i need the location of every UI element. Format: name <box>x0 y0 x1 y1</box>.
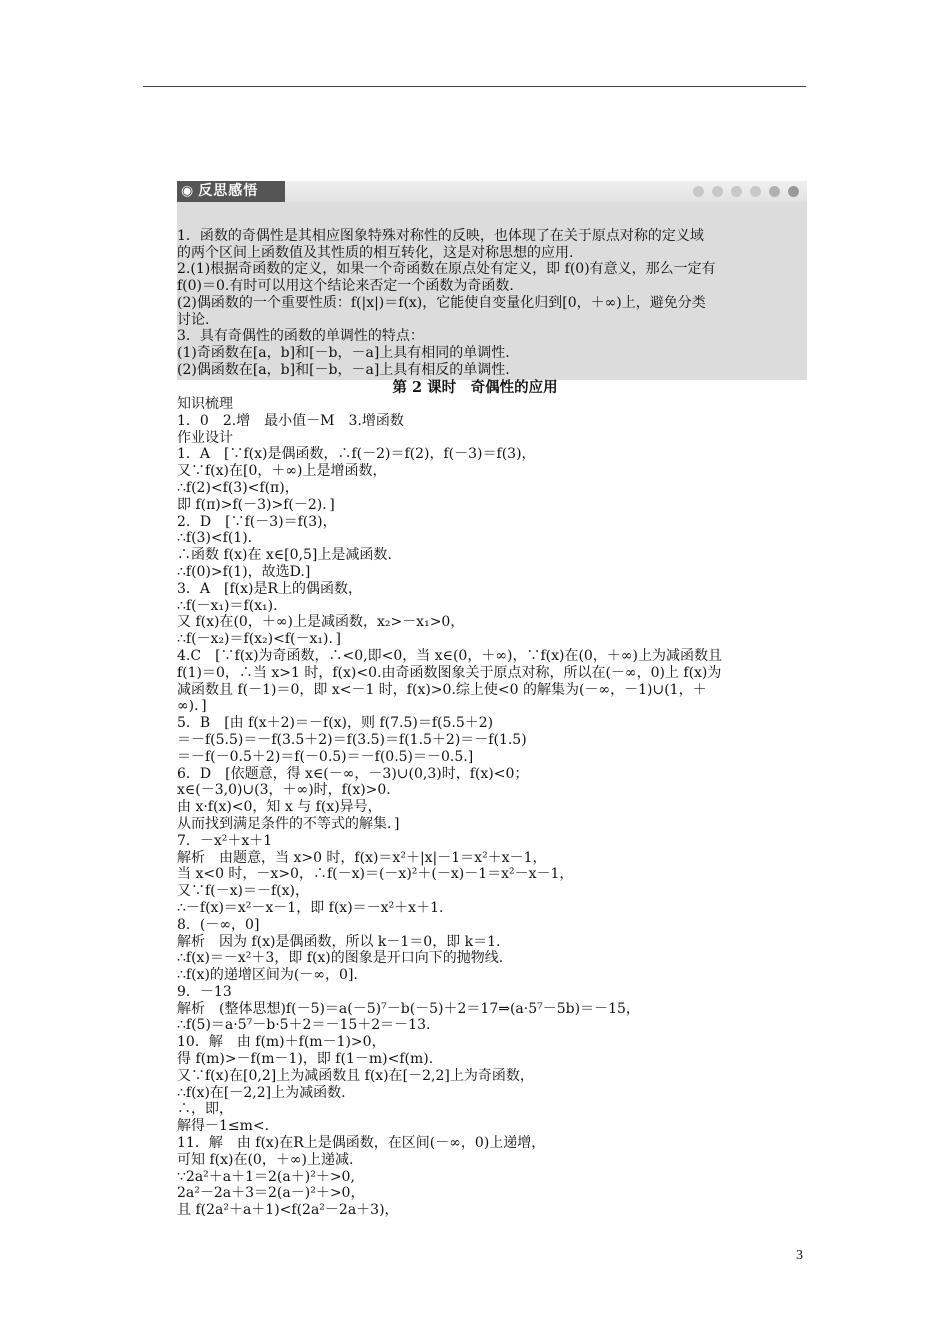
content-line: 得 f(m)>－f(m－1)，即 f(1－m)<f(m). <box>177 1051 434 1068</box>
content-line: ∴f(2)<f(3)<f(π)， <box>177 479 299 496</box>
content-line: ∴f(3)<f(1)． <box>177 530 262 547</box>
content-line: ＝－f(－0.5＋2)＝f(－0.5)＝－f(0.5)＝－0.5.] <box>177 748 474 765</box>
dot-icon <box>750 186 761 197</box>
content-line: 可知 f(x)在(0，＋∞)上递减. <box>177 1151 354 1168</box>
content-line: 4.C [∵f(x)为奇函数，∴<0,即<0，当 x∈(0，＋∞)，∵f(x)在(0，＋∞)上为减函数且 <box>177 647 722 664</box>
reflection-line: 2.(1)根据奇函数的定义，如果一个奇函数在原点处有定义，即 f(0)有意义，那么一定有 <box>177 261 716 278</box>
dot-icon <box>712 186 723 197</box>
content-line: 知识梳理 <box>177 396 233 412</box>
content-line: f(1)＝0，∴当 x>1 时，f(x)<0.由奇函数图象关于原点对称，所以在(－∞，0)上 f(x)为 <box>177 664 722 681</box>
dot-icon <box>788 186 799 197</box>
content-line: 又∵f(x)在[0,2]上为减函数且 f(x)在[－2,2]上为奇函数， <box>177 1067 534 1084</box>
content-line: ∴f(－x₁)＝f(x₁). <box>177 597 278 614</box>
content-line: 解析 因为 f(x)是偶函数，所以 k－1＝0，即 k＝1. <box>177 933 501 950</box>
content-line: 5．B [由 f(x＋2)＝－f(x)，则 f(7.5)＝f(5.5＋2) <box>177 715 494 732</box>
content-line: ∴f(x)在[－2,2]上为减函数. <box>177 1084 346 1101</box>
reflection-line: (2)偶函数的一个重要性质：f(|x|)＝f(x)，它能使自变量化归到[0，＋∞)上，避免分类 <box>177 294 706 311</box>
reflection-line: 1．函数的奇偶性是其相应图象特殊对称性的反映，也体现了在关于原点对称的定义域 <box>177 228 704 244</box>
reflection-text <box>177 228 807 378</box>
content-line: ∴f(x)的递增区间为(－∞，0]. <box>177 967 358 984</box>
reflection-line: 讨论. <box>177 311 210 328</box>
content-line: 从而找到满足条件的不等式的解集．] <box>177 815 400 832</box>
content-line: ∴f(5)＝a·5⁷－b·5＋2＝－15＋2＝－13. <box>177 1017 431 1034</box>
decorative-dots <box>693 186 799 198</box>
content-line: 当 x<0 时，－x>0，∴f(－x)＝(－x)²＋(－x)－1＝x²－x－1， <box>177 866 574 883</box>
content-line: 2a²－2a＋3＝2(a－)²＋>0， <box>177 1185 365 1202</box>
content-line: 1．A [∵f(x)是偶函数，∴f(－2)＝f(2)，f(－3)＝f(3)， <box>177 446 536 463</box>
dot-icon <box>693 186 704 197</box>
content-line: 1．0 2.增 最小值－M 3.增函数 <box>177 412 404 429</box>
content-line: 即 f(π)>f(－3)>f(－2)．] <box>177 496 335 513</box>
dot-icon <box>769 186 780 197</box>
content-line: 10．解 由 f(m)＋f(m－1)>0， <box>177 1034 386 1051</box>
content-line: 解析 (整体思想)f(－5)＝a(－5)⁷－b(－5)＋2＝17⇒(a·5⁷－5b)＝－15， <box>177 1000 640 1017</box>
content-line: 3．A [f(x)是R上的偶函数， <box>177 580 363 597</box>
reflection-line: f(0)＝0.有时可以用这个结论来否定一个函数为奇函数. <box>177 278 514 295</box>
reflection-line: 3．具有奇偶性的函数的单调性的特点： <box>177 328 424 345</box>
content-line: 2．D [∵f(－3)＝f(3)， <box>177 513 337 530</box>
dot-icon <box>731 186 742 197</box>
content-line: x∈(－3,0)∪(3，＋∞)时，f(x)>0. <box>177 782 391 799</box>
content-line: ∴f(－x₂)＝f(x₂)<f(－x₁)．] <box>177 631 341 648</box>
content-line: ∞)．] <box>177 698 207 715</box>
content-line: ∴函数 f(x)在 x∈[0,5]上是减函数. <box>177 547 392 564</box>
reflection-line: (1)奇函数在[a，b]和[－b，－a]上具有相同的单调性. <box>177 344 510 361</box>
content-line: 8．(－∞，0] <box>177 916 260 933</box>
reflection-section-header <box>177 181 807 202</box>
content-line: ∴－f(x)＝x²－x－1，即 f(x)＝－x²＋x＋1. <box>177 899 444 916</box>
lesson-title: 第 2 课时 奇偶性的应用 <box>392 379 558 396</box>
reflection-line: 的两个区间上函数值及其性质的相互转化，这是对称思想的应用. <box>177 244 574 261</box>
reflection-tab <box>177 181 285 202</box>
content-line: ∴f(0)>f(1)，故选D.] <box>177 563 311 580</box>
content-line: 11．解 由 f(x)在R上是偶函数，在区间(－∞，0)上递增， <box>177 1135 546 1152</box>
reflection-line: (2)偶函数在[a，b]和[－b，－a]上具有相反的单调性. <box>177 361 510 378</box>
content-line: 由 x·f(x)<0，知 x 与 f(x)异号， <box>177 799 382 816</box>
header-rule <box>143 86 806 87</box>
content-line: 解析 由题意，当 x>0 时，f(x)＝x²＋|x|－1＝x²＋x－1， <box>177 849 547 866</box>
answer-content <box>177 396 817 1219</box>
content-line: ∴f(x)＝－x²＋3，即 f(x)的图象是开口向下的抛物线. <box>177 950 504 967</box>
content-line: 且 f(2a²＋a＋1)<f(2a²－2a＋3)， <box>177 1202 399 1219</box>
reflection-title: 反思感悟 <box>198 183 259 199</box>
content-line: 9．－13 <box>177 983 232 1000</box>
content-line: 解得－1≤m<. <box>177 1118 270 1135</box>
content-line: 减函数且 f(－1)＝0，即 x<－1 时，f(x)>0.综上使<0 的解集为(－∞，－1)∪(1，＋ <box>177 681 707 698</box>
content-line: 7．－x²＋x＋1 <box>177 832 273 849</box>
content-line: 作业设计 <box>177 429 233 446</box>
content-line: 又∵f(－x)＝－f(x)， <box>177 883 310 900</box>
content-line: ∴，即， <box>177 1101 233 1118</box>
bullseye-icon: ◉ <box>181 183 195 199</box>
content-line: 6．D [依题意，得 x∈(－∞，－3)∪(0,3)时，f(x)<0； <box>177 765 529 782</box>
content-line: ＝－f(5.5)＝－f(3.5＋2)＝f(3.5)＝f(1.5＋2)＝－f(1.5) <box>177 731 527 748</box>
content-line: 又 f(x)在(0，＋∞)上是减函数，x₂>－x₁>0， <box>177 614 465 631</box>
content-line: ∵2a²＋a＋1＝2(a＋)²＋>0, <box>177 1168 355 1185</box>
page-number: 3 <box>796 1248 803 1263</box>
content-line: 又∵f(x)在[0，＋∞)上是增函数， <box>177 463 387 480</box>
